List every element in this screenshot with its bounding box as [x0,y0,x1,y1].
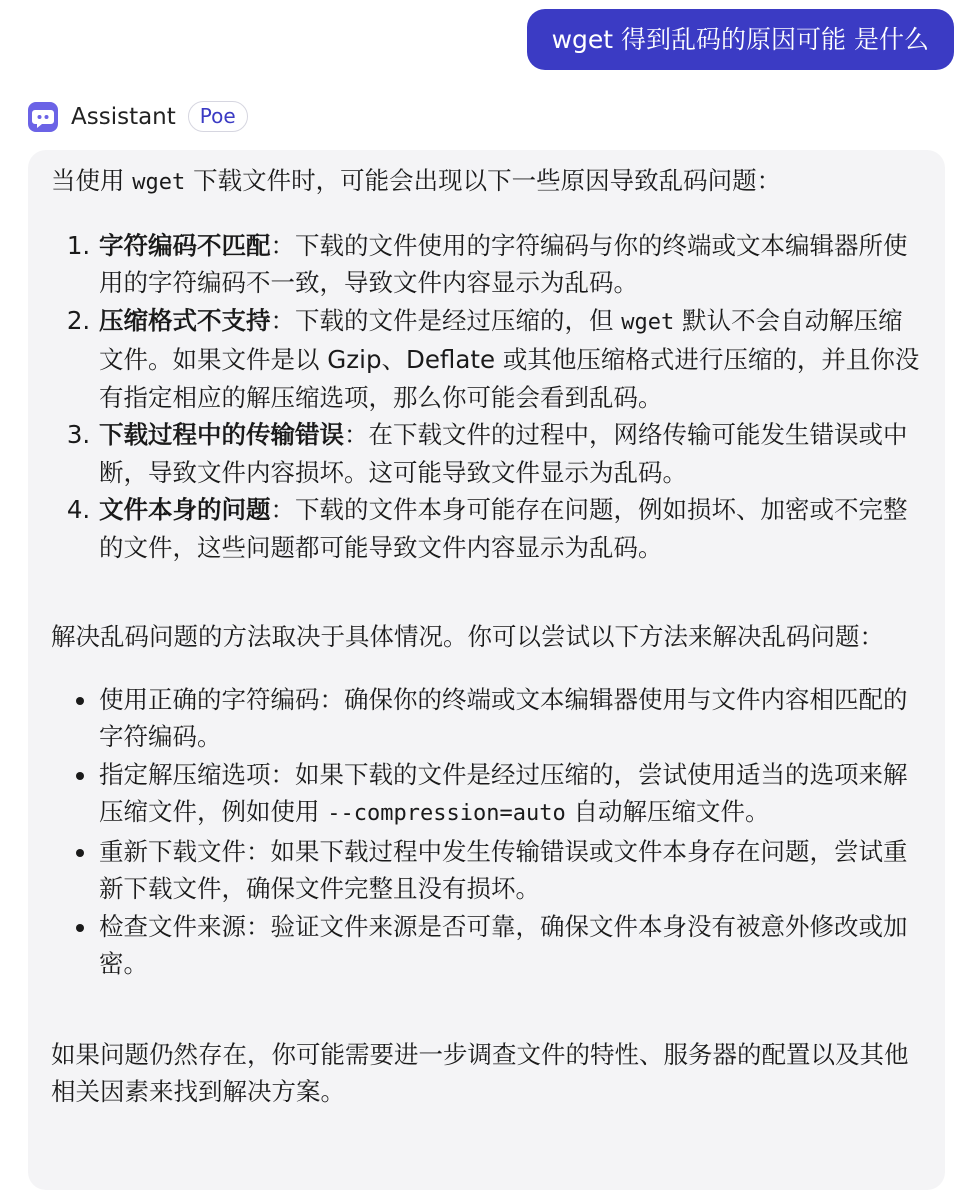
solution-text: 指定解压缩选项：如果下载的文件是经过压缩的，尝试使用适当的选项来解压缩文件，例如使用 [99,759,908,826]
cause-text: ：在下载文件的过程中，网络传输可能发生错误或中断，导致文件内容损坏。这可能导致文件显示为乱码。 [99,420,908,487]
cause-code: wget [621,309,675,335]
solution-code: --compression=auto [327,801,566,826]
solution-item [98,908,923,983]
solution-item [98,756,923,833]
cause-item [98,227,923,302]
cause-text: 默认不会自动解压缩文件。如果文件是以 Gzip、Deflate 或其他压缩格式进行压缩的，并且你没有指定相应的解压缩选项，那么你可能会看到乱码。 [99,305,920,412]
solution-item [98,681,923,756]
assistant-answer [28,150,945,1190]
bot-header [28,100,248,133]
solution-text: 自动解压缩文件。 [565,797,770,826]
intro-text-post: 下载文件时，可能会出现以下一些原因导致乱码问题： [185,166,782,195]
cause-title: 压缩格式不支持 [99,305,271,335]
answer-intro [51,162,923,202]
user-message-bubble [527,9,954,70]
bot-name[interactable]: Assistant [71,103,176,130]
cause-item [98,491,923,566]
solutions-list [51,681,923,983]
solution-text: 重新下载文件：如果下载过程中发生传输错误或文件本身存在问题，尝试重新下载文件，确保文件完整且没有损坏。 [99,836,908,903]
solutions-intro: 解决乱码问题的方法取决于具体情况。你可以尝试以下方法来解决乱码问题： [51,622,884,651]
answer-conclusion: 如果问题仍然存在，你可能需要进一步调查文件的特性、服务器的配置以及其他相关因素来找到解决方案。 [51,1039,909,1106]
spacer [51,566,923,618]
cause-text: ：下载的文件是经过压缩的，但 [270,305,622,335]
cause-text: ：下载的文件使用的字符编码与你的终端或文本编辑器所使用的字符编码不一致，导致文件内容显示为乱码。 [99,230,908,297]
robot-chat-icon[interactable] [28,102,58,132]
solution-text: 使用正确的字符编码：确保你的终端或文本编辑器使用与文件内容相匹配的字符编码。 [99,684,908,751]
intro-code: wget [132,170,186,195]
solution-item [98,833,923,908]
cause-title: 字符编码不匹配 [99,230,271,260]
solution-text: 检查文件来源：验证文件来源是否可靠，确保文件本身没有被意外修改或加密。 [99,911,908,978]
cause-text: ：下载的文件本身可能存在问题，例如损坏、加密或不完整的文件，这些问题都可能导致文件内容显示为乱码。 [99,495,908,562]
spacer [51,983,923,1036]
bot-provider-badge: Poe [188,101,248,132]
cause-title: 文件本身的问题 [99,495,271,524]
cause-item [98,416,923,491]
user-message-text: wget 得到乱码的原因可能 是什么 [551,25,929,54]
cause-title: 下载过程中的传输错误 [99,420,344,449]
cause-item [98,302,923,417]
intro-text-pre: 当使用 [51,166,133,195]
causes-list [51,227,923,567]
